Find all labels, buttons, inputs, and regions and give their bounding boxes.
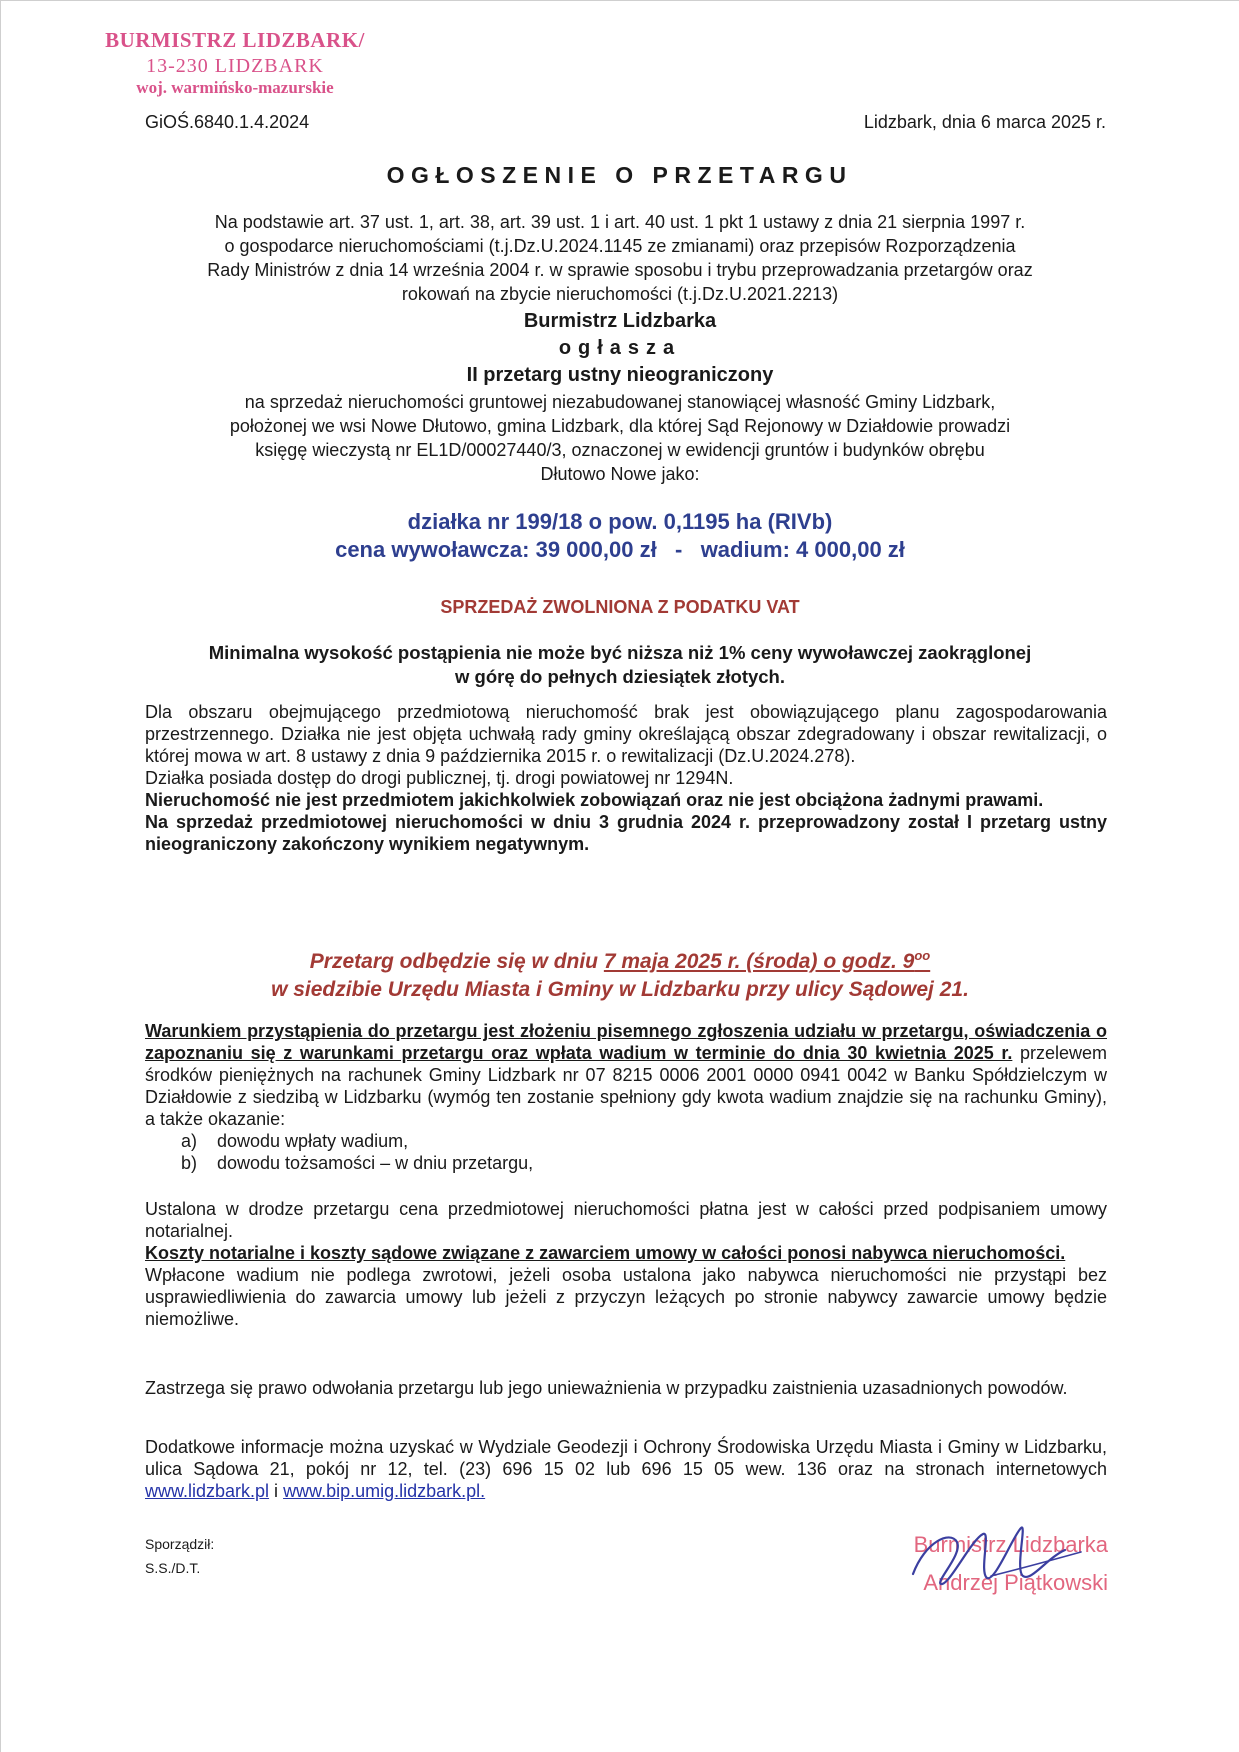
stamp-line-2: 13-230 LIDZBARK: [146, 54, 324, 77]
conditions-underlined: Warunkiem przystąpienia do przetargu jest złożeniu pisemnego zgłoszenia udziału w przetargu, oświadczenia o zapoznaniu się z warunkami przetargu oraz wpłata wadium w terminie do dnia 30 kwietnia 2025 r.: [145, 1021, 1107, 1063]
deposit-text: Wpłacone wadium nie podlega zwrotowi, jeżeli osoba ustalona jako nabywca nieruchomości nie przystąpi bez usprawiedliwienia do zawarcia umowy lub jeżeli z przyczyn leżących po stronie nabywcy zawarcie umowy będzie niemożliwe.: [145, 1265, 1107, 1329]
costs-text: Koszty notarialne i koszty sądowe związane z zawarciem umowy w całości ponosi nabywca nieruchomości.: [145, 1243, 1066, 1263]
legal-basis-line: Na podstawie art. 37 ust. 1, art. 38, art. 39 ust. 1 i art. 40 ust. 1 pkt 1 ustawy z dnia 21 sierpnia 1997 r.: [214, 212, 1026, 232]
prepared-by: [145, 1532, 214, 1580]
scan-edge-left: [0, 0, 1, 1752]
website-link[interactable]: www.lidzbark.pl: [145, 1481, 270, 1501]
minimum-bid-line: Minimalna wysokość postąpienia nie może być niższa niż 1% ceny wywoławczej zaokrąglonej: [208, 642, 1032, 663]
conditions-rest: przelewem środków pieniężnych na rachunek Gminy Lidzbark nr 07 8215 0006 2001 0000 0941 0042 w Banku Spółdzielczym w Działdowie z siedzibą w Lidzbarku (wymóg ten zostanie spełniony gdy kwota wadium znajdzie się na rachunku Gminy), a także okazanie:: [145, 1043, 1107, 1129]
office-stamp: [100, 28, 370, 99]
vat-notice: SPRZEDAŻ ZWOLNIONA Z PODATKU VAT: [440, 597, 800, 617]
legal-basis: [140, 210, 1100, 306]
additional-info: Dodatkowe informacje można uzyskać w Wydziale Geodezji i Ochrony Środowiska Urzędu Miasta i Gminy w Lidzbarku, ulica Sądowa 21, pokój nr 12, tel. (23) 696 15 02 lub 696 15 05 wew. 136 oraz na stronach internetowych www.lidzbark.pl i www.bip.umig.lidzbark.pl.: [145, 1437, 1107, 1501]
tender-location: w siedzibie Urzędu Miasta i Gminy w Lidzbarku przy ulicy Sądowej 21.: [271, 978, 969, 1001]
previous-tender-text: Na sprzedaż przedmiotowej nieruchomości w dniu 3 grudnia 2024 r. przeprowadzony został I przetarg ustny nieograniczony zakończony wynikiem negatywnym.: [145, 812, 1107, 854]
prepared-label: Sporządził:: [145, 1536, 215, 1552]
property-line: Dłutowo Nowe jako:: [540, 464, 700, 484]
zoning-plan-text: Dla obszaru obejmującego przedmiotową nieruchomość brak jest obowiązującego planu zagospodarowania przestrzennego. Działka nie jest objęta uchwałą rady gminy określającą obszar zdegradowany i obszar rewitalizacji, o której mowa w art. 8 ustawy z dnia 9 października 2015 r. o rewitalizacji (Dz.U.2024.278).: [145, 702, 1107, 766]
stamp-line-3: woj. warmińsko-mazurskie: [136, 78, 334, 97]
property-line: na sprzedaż nieruchomości gruntowej niezabudowanej stanowiącej własność Gminy Lidzbark,: [244, 392, 996, 412]
list-item: a) dowodu wpłaty wadium,: [181, 1131, 409, 1151]
payment-text: Ustalona w drodze przetargu cena przedmiotowej nieruchomości płatna jest w całości przed podpisaniem umowy notarialnej.: [145, 1199, 1107, 1241]
price-details: cena wywoławcza: 39 000,00 zł - wadium: 4 000,00 zł: [335, 537, 905, 562]
participation-conditions: [145, 1020, 1107, 1174]
stamp-line-1: BURMISTRZ LIDZBARK/: [105, 28, 365, 52]
list-item: b) dowodu tożsamości – w dniu przetargu,: [181, 1153, 534, 1173]
document-title: OGŁOSZENIE O PRZETARGU: [386, 162, 853, 188]
property-description: [140, 390, 1100, 486]
reserve-text: Zastrzega się prawo odwołania przetargu lub jego unieważnienia w przypadku zaistnienia uzasadnionych powodów.: [145, 1378, 1068, 1398]
minimum-bid-line: w górę do pełnych dziesiątek złotych.: [455, 666, 785, 687]
scan-edge-top: [0, 0, 1239, 1]
property-line: księgę wieczystą nr EL1D/00027440/3, oznaczonej w ewidencji gruntów i budynków obrębu: [255, 440, 985, 460]
tender-date-line: [120, 942, 1120, 976]
obligations-text: Nieruchomość nie jest przedmiotem jakichkolwiek zobowiązań oraz nie jest obciążona żadnymi prawami.: [145, 790, 1044, 810]
minimum-bid: [140, 641, 1100, 689]
bip-link[interactable]: www.bip.umig.lidzbark.pl.: [283, 1481, 486, 1501]
legal-basis-line: Rady Ministrów z dnia 14 września 2004 r. w sprawie sposobu i trybu przeprowadzania przetargów oraz: [207, 260, 1033, 280]
property-status: [145, 701, 1107, 855]
signature-name: Andrzej Piątkowski: [923, 1570, 1108, 1595]
announces: ogłasza: [558, 337, 682, 359]
tender-date-pre: Przetarg odbędzie się w dniu: [309, 950, 604, 973]
document-date: Lidzbark, dnia 6 marca 2025 r.: [863, 112, 1106, 132]
tender-type: II przetarg ustny nieograniczony: [466, 364, 774, 386]
property-line: położonej we wsi Nowe Dłutowo, gmina Lidzbark, dla której Sąd Rejonowy w Działdowie prowadzi: [229, 416, 1011, 436]
signature-title: Burmistrz Lidzbarka: [913, 1532, 1108, 1557]
road-access-text: Działka posiada dostęp do drogi publicznej, tj. drogi powiatowej nr 1294N.: [145, 768, 734, 788]
payment-section: [145, 1198, 1107, 1330]
required-documents-list: [145, 1130, 1107, 1174]
legal-basis-line: o gospodarce nieruchomościami (t.j.Dz.U.2024.1145 ze zmianami) oraz przepisów Rozporządzenia: [224, 236, 1016, 256]
issuer: Burmistrz Lidzbarka: [523, 310, 717, 332]
tender-date-value: 7 maja 2025 r. (środa) o godz. $9^{oo}$: [603, 948, 931, 973]
reference-number: GiOŚ.6840.1.4.2024: [145, 112, 310, 132]
legal-basis-line: rokowań na zbycie nieruchomości (t.j.Dz.U.2021.2213): [401, 284, 839, 304]
tender-date: [120, 942, 1120, 1004]
plot-details: działka nr 199/18 o pow. 0,1195 ha (RIVb): [407, 509, 833, 534]
prepared-initials: S.S./D.T.: [145, 1560, 201, 1576]
handwritten-signature-icon: [895, 1512, 1095, 1602]
